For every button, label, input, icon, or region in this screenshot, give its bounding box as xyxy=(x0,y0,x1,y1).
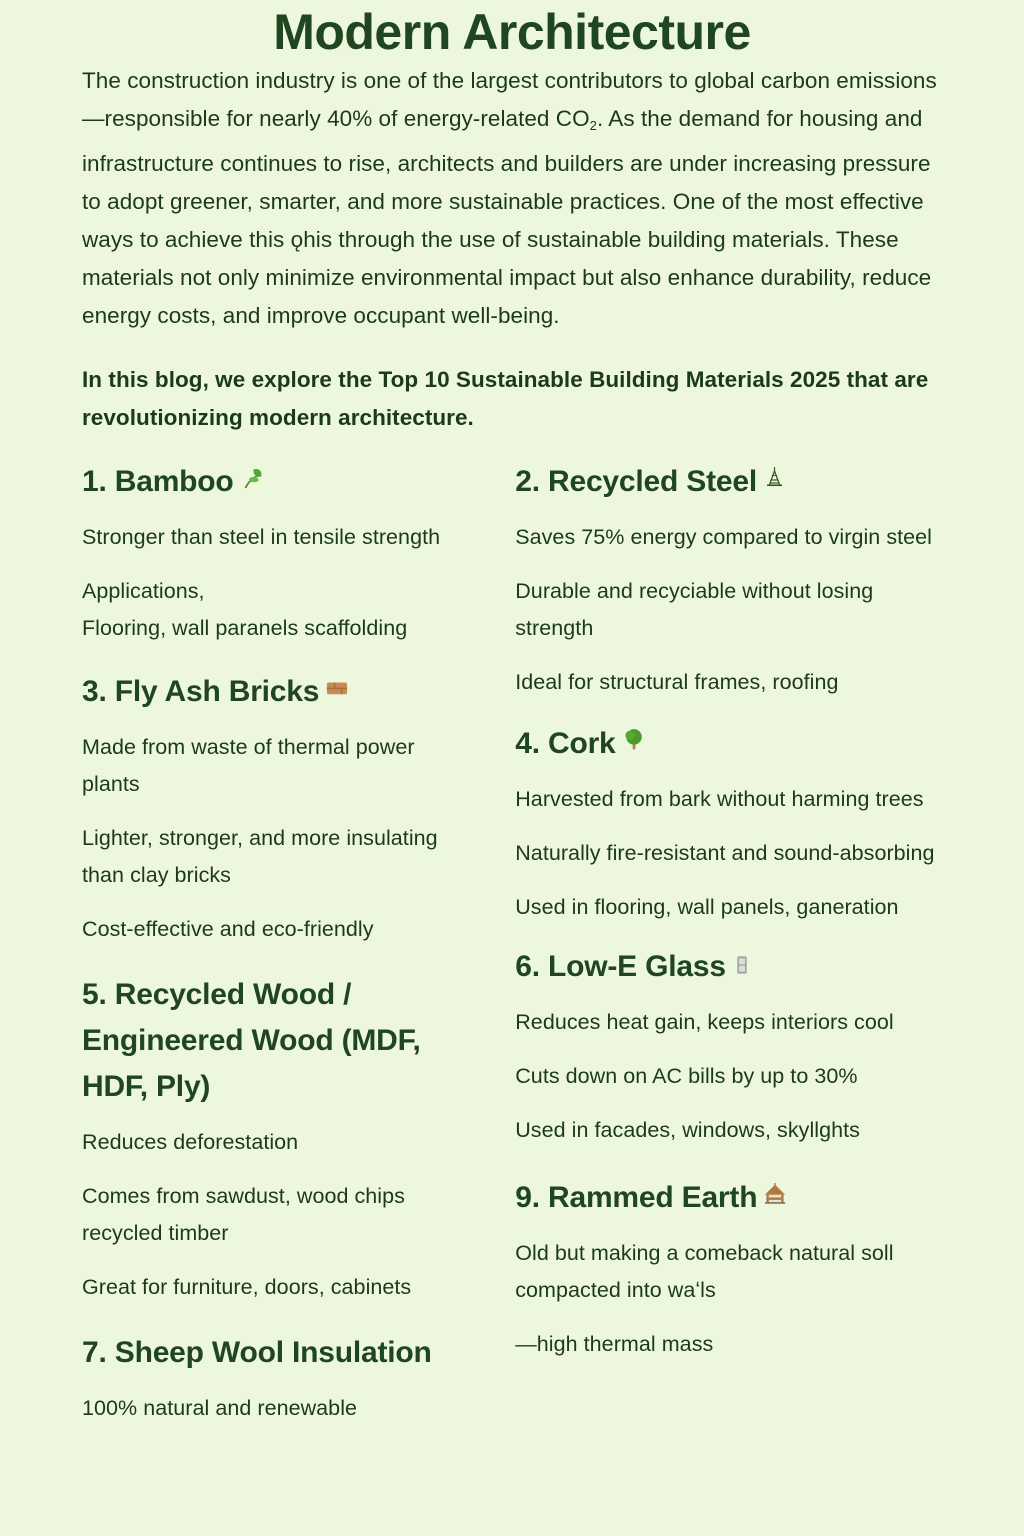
section-recycled-steel-fact-2: Durable and recyciable without losing strength xyxy=(515,579,874,640)
section-rammed-earth-title xyxy=(515,1175,942,1221)
herb-icon xyxy=(238,464,266,492)
materials-column-right xyxy=(513,459,942,1427)
section-fly-ash-bricks-fact-1: Made from waste of thermal power plants xyxy=(82,735,415,796)
section-recycled-wood-fact-3: Great for furniture, doors, cabinets xyxy=(82,1275,412,1299)
section-recycled-wood xyxy=(82,972,477,1306)
section-low-e-glass xyxy=(515,944,942,1149)
section-cork-title xyxy=(515,721,942,767)
brick-icon xyxy=(323,674,351,702)
section-bamboo-fact-2-line-2: Flooring, wall paranels scaffolding xyxy=(82,616,408,640)
section-rammed-earth xyxy=(515,1175,942,1363)
intro-paragraph-1 xyxy=(82,62,942,335)
section-rammed-earth-fact-2: —high thermal mass xyxy=(515,1332,714,1356)
section-recycled-wood-fact-1: Reduces deforestation xyxy=(82,1130,299,1154)
section-bamboo-fact-1: Stronger than steel in tensile strength xyxy=(82,525,441,549)
section-low-e-glass-title xyxy=(515,944,942,990)
hut-icon xyxy=(761,1180,789,1208)
spacer xyxy=(82,948,477,972)
section-sheep-wool-insulation xyxy=(82,1330,477,1427)
spacer xyxy=(515,701,942,721)
section-recycled-steel xyxy=(515,459,942,701)
materials-columns xyxy=(48,459,976,1427)
section-fly-ash-bricks-fact-2: Lighter, stronger, and more insulating than clay bricks xyxy=(82,826,438,887)
section-bamboo-title xyxy=(82,459,477,505)
section-low-e-glass-fact-1: Reduces heat gain, keeps interiors cool xyxy=(515,1010,894,1034)
section-bamboo-fact-2 xyxy=(82,573,477,647)
section-low-e-glass-title-text: 6. Low-E Glass xyxy=(515,950,726,983)
section-cork-fact-1: Harvested from bark without harming trees xyxy=(515,787,924,811)
section-low-e-glass-fact-3: Used in facades, windows, skyllghts xyxy=(515,1118,860,1142)
section-fly-ash-bricks-title-text: 3. Fly Ash Bricks xyxy=(82,675,320,708)
section-recycled-steel-fact-3: Ideal for structural frames, roofing xyxy=(515,670,839,694)
section-cork-fact-3: Used in flooring, wall panels, ganeration xyxy=(515,895,899,919)
section-recycled-wood-fact-2: Comes from sawdust, wood chips recycled timber xyxy=(82,1184,405,1245)
spacer xyxy=(515,926,942,944)
co2-subscript: 2 xyxy=(589,118,597,133)
tower-icon xyxy=(761,465,788,492)
intro-paragraph-1-part-a: The construction industry is one of the largest contributors to global carbon emissions—responsible for nearly 40% of energy-related CO xyxy=(82,68,937,131)
section-cork-title-text: 4. Cork xyxy=(515,727,616,760)
spacer xyxy=(82,647,477,669)
spacer xyxy=(515,1149,942,1175)
section-cork xyxy=(515,721,942,926)
section-rammed-earth-fact-1: Old but making a comeback natural soll compacted into waʻls xyxy=(515,1241,894,1302)
section-bamboo xyxy=(82,459,477,647)
section-recycled-steel-title-text: 2. Recycled Steel xyxy=(515,465,757,498)
spacer xyxy=(82,1306,477,1330)
materials-column-left xyxy=(82,459,513,1427)
page-title: Modern Architecture xyxy=(273,4,751,60)
section-fly-ash-bricks-title xyxy=(82,669,477,715)
section-sheep-wool-insulation-title: 7. Sheep Wool Insulation xyxy=(82,1336,432,1369)
intro-paragraph-2: In this blog, we explore the Top 10 Sustainable Building Materials 2025 that are revolutionizing modern architecture. xyxy=(82,367,929,430)
intro-section xyxy=(48,62,976,437)
section-cork-fact-2: Naturally fire-resistant and sound-absorbing xyxy=(515,841,935,865)
section-low-e-glass-fact-2: Cuts down on AC bills by up to 30% xyxy=(515,1064,858,1088)
section-recycled-wood-title: 5. Recycled Wood / Engineered Wood (MDF, HDF, Ply) xyxy=(82,978,421,1103)
section-recycled-steel-fact-1: Saves 75% energy compared to virgin steel xyxy=(515,525,932,549)
section-fly-ash-bricks-fact-3: Cost-effective and eco-friendly xyxy=(82,917,374,941)
section-bamboo-fact-2-line-1: Applications, xyxy=(82,579,205,603)
section-fly-ash-bricks xyxy=(82,669,477,948)
intro-paragraph-1-part-b: . As the demand for housing and infrastructure continues to rise, architects and builders are under increasing pressure to adopt greener, smarter, and more sustainable practices. One of the most effective ways to achieve this ǫhis through the use of sustainable building materials. These materials not only minimize environmental impact but also enhance durability, reduce energy costs, and improve occupant well-being. xyxy=(82,106,932,328)
section-recycled-steel-title xyxy=(515,459,942,505)
section-bamboo-title-text: 1. Bamboo xyxy=(82,465,234,498)
section-sheep-wool-insulation-fact-1: 100% natural and renewable xyxy=(82,1396,358,1420)
window-icon xyxy=(730,953,754,977)
section-rammed-earth-title-text: 9. Rammed Earth xyxy=(515,1181,758,1214)
tree-icon xyxy=(620,726,648,754)
